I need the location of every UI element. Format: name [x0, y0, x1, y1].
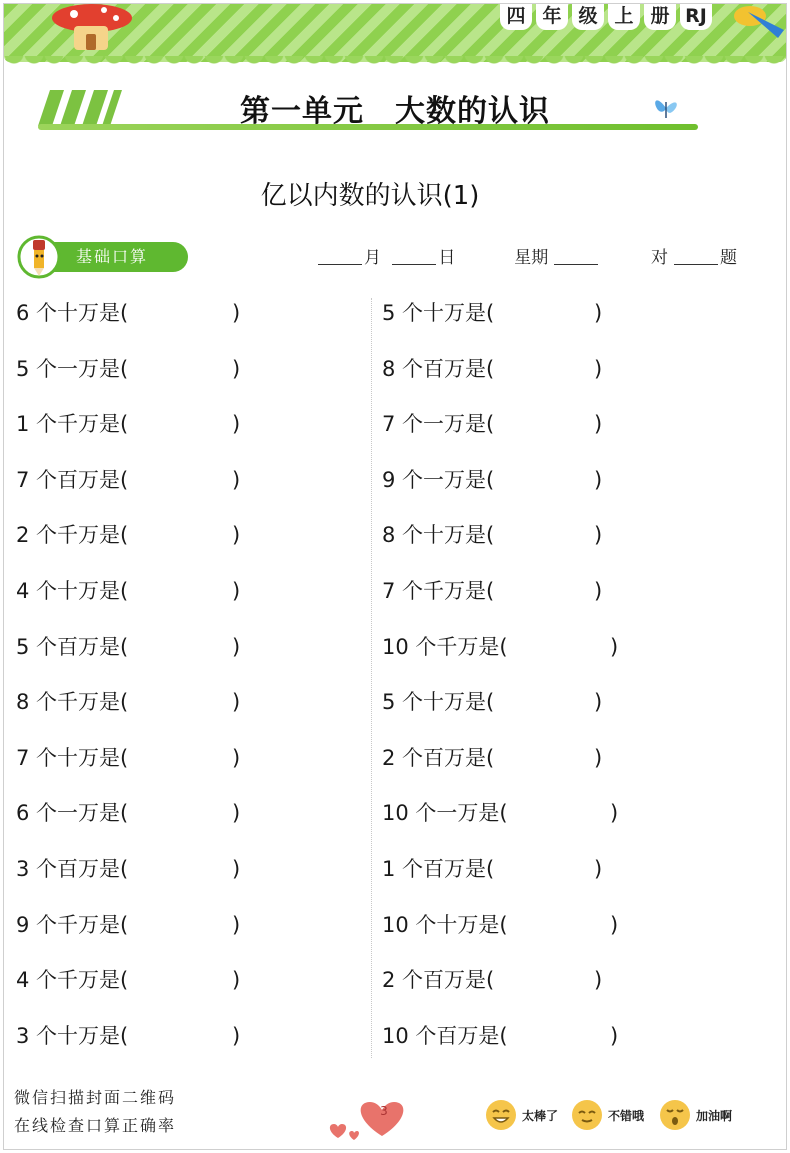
problem-text: 9 个千万是( — [16, 912, 129, 937]
column-divider — [371, 298, 372, 1058]
paren-close: ) — [594, 856, 603, 881]
paren-close: ) — [232, 301, 241, 325]
correct-suffix-label: 题 — [720, 248, 738, 268]
problem-text: 2 个百万是( — [382, 745, 495, 770]
problem-item[interactable] — [16, 516, 241, 572]
paren-close: ) — [594, 745, 603, 770]
paren-close: ) — [594, 690, 603, 715]
problem-text: 5 个百万是( — [16, 634, 129, 659]
unit-title: 第一单元 大数的认识 — [240, 94, 550, 129]
problem-text: 3 个百万是( — [16, 856, 129, 881]
weekday-blank[interactable] — [554, 249, 598, 265]
paren-close: ) — [594, 968, 603, 993]
pencil-mascot-icon — [16, 234, 62, 280]
problem-text: 6 个一万是( — [16, 801, 129, 826]
grade-tag-char: RJ — [680, 4, 712, 30]
paren-close: ) — [594, 356, 603, 381]
paren-close: ) — [232, 523, 241, 548]
problem-text: 7 个千万是( — [382, 578, 495, 603]
problem-text: 5 个十万是( — [382, 690, 495, 715]
problem-text: 10 个百万是( — [382, 1023, 508, 1048]
problem-item[interactable] — [16, 572, 241, 628]
paren-close: ) — [232, 801, 241, 826]
correct-count-blank[interactable] — [674, 249, 718, 265]
problem-text: 7 个一万是( — [382, 412, 495, 437]
problem-text: 1 个千万是( — [16, 412, 129, 437]
paren-close: ) — [610, 1023, 619, 1048]
problem-item[interactable] — [382, 350, 603, 406]
problem-text: 10 个千万是( — [382, 634, 508, 659]
paren-close: ) — [610, 801, 619, 826]
weekday-label: 星期 — [514, 248, 549, 268]
paren-close: ) — [232, 467, 241, 492]
paren-close: ) — [594, 301, 603, 325]
day-label: 日 — [438, 248, 456, 268]
problem-item[interactable] — [382, 405, 603, 461]
problem-item[interactable] — [16, 739, 241, 795]
problem-text: 2 个千万是( — [16, 523, 129, 548]
section-badge-label: 基础口算 — [38, 242, 188, 272]
day-blank[interactable] — [392, 249, 436, 265]
problem-item[interactable] — [382, 850, 603, 906]
problem-item[interactable] — [382, 1017, 619, 1073]
problem-text: 5 个十万是( — [382, 301, 495, 325]
problem-item[interactable] — [16, 628, 241, 684]
problem-item[interactable] — [16, 683, 241, 739]
problem-item[interactable] — [382, 628, 619, 684]
paren-close: ) — [232, 968, 241, 993]
paren-close: ) — [232, 856, 241, 881]
problem-text: 5 个一万是( — [16, 356, 129, 381]
correct-prefix-label: 对 — [651, 248, 669, 268]
problem-text: 3 个十万是( — [16, 1023, 129, 1048]
problem-text: 2 个百万是( — [382, 968, 495, 993]
problem-text: 7 个十万是( — [16, 745, 129, 770]
paren-close: ) — [594, 412, 603, 437]
footer-line-1: 微信扫描封面二维码 — [14, 1088, 177, 1107]
problem-item[interactable] — [16, 961, 241, 1017]
problems-left-column — [16, 294, 241, 1072]
problem-item[interactable] — [382, 572, 603, 628]
rating-label: 太棒了 — [522, 1108, 559, 1123]
paren-close: ) — [594, 467, 603, 492]
problem-text: 4 个十万是( — [16, 578, 129, 603]
problem-item[interactable] — [382, 794, 619, 850]
paren-close: ) — [232, 578, 241, 603]
problems-right-column — [382, 294, 619, 1072]
grade-tag-char: 上 — [608, 4, 640, 30]
problem-text: 1 个百万是( — [382, 856, 495, 881]
problem-item[interactable] — [382, 461, 603, 517]
sad-face-icon — [658, 1098, 692, 1132]
banner-scallop — [4, 56, 786, 66]
paren-close: ) — [232, 356, 241, 381]
problem-text: 10 个十万是( — [382, 912, 508, 937]
problem-item[interactable] — [16, 906, 241, 962]
paren-close: ) — [232, 412, 241, 437]
problem-item[interactable] — [16, 794, 241, 850]
smiley-face-icon — [484, 1098, 518, 1132]
paren-close: ) — [594, 523, 603, 548]
bird-icon — [728, 4, 786, 44]
problem-item[interactable] — [382, 683, 603, 739]
problem-item[interactable] — [382, 516, 603, 572]
problem-text: 7 个百万是( — [16, 467, 129, 492]
problem-text: 8 个千万是( — [16, 690, 129, 715]
problem-item[interactable] — [16, 1017, 241, 1073]
paren-close: ) — [232, 745, 241, 770]
problem-item[interactable] — [382, 294, 603, 350]
footer-note — [14, 1084, 176, 1140]
rating-keep-going[interactable] — [658, 1098, 732, 1132]
paren-close: ) — [610, 912, 619, 937]
problem-item[interactable] — [382, 739, 603, 795]
footer-line-2: 在线检查口算正确率 — [14, 1116, 177, 1135]
problem-item[interactable] — [382, 906, 619, 962]
paren-close: ) — [232, 912, 241, 937]
lesson-title: 亿以内数的认识(1) — [260, 181, 480, 211]
paren-close: ) — [610, 634, 619, 659]
rating-label: 不错哦 — [608, 1108, 645, 1123]
butterfly-icon — [652, 94, 680, 120]
problem-item[interactable] — [16, 850, 241, 906]
rating-good[interactable] — [570, 1098, 644, 1132]
paren-close: ) — [232, 690, 241, 715]
grade-tag-char: 级 — [572, 4, 604, 30]
rating-great[interactable] — [484, 1098, 558, 1132]
grade-tag-char: 册 — [644, 4, 676, 30]
problem-item[interactable] — [382, 961, 603, 1017]
problem-item[interactable] — [16, 294, 241, 350]
problem-item[interactable] — [16, 350, 241, 406]
grade-tag-char: 四 — [500, 4, 532, 30]
problem-item[interactable] — [16, 461, 241, 517]
paren-close: ) — [594, 578, 603, 603]
rating-label: 加油啊 — [696, 1108, 733, 1123]
date-line — [318, 243, 743, 268]
month-label: 月 — [364, 248, 381, 268]
problem-text: 4 个千万是( — [16, 968, 129, 993]
problem-text: 8 个百万是( — [382, 356, 495, 381]
paren-close: ) — [232, 1023, 241, 1048]
grade-tag-char: 年 — [536, 4, 568, 30]
grade-tag — [500, 4, 712, 30]
problem-text: 9 个一万是( — [382, 467, 495, 492]
mushroom-house-icon — [52, 4, 132, 50]
content-face-icon — [570, 1098, 604, 1132]
page-number: 3 — [380, 1104, 388, 1118]
problem-text: 8 个十万是( — [382, 523, 495, 548]
problem-item[interactable] — [16, 405, 241, 461]
month-blank[interactable] — [318, 249, 362, 265]
problem-text: 10 个一万是( — [382, 801, 508, 826]
section-badge — [16, 234, 188, 276]
problem-text: 6 个十万是( — [16, 301, 129, 325]
paren-close: ) — [232, 634, 241, 659]
